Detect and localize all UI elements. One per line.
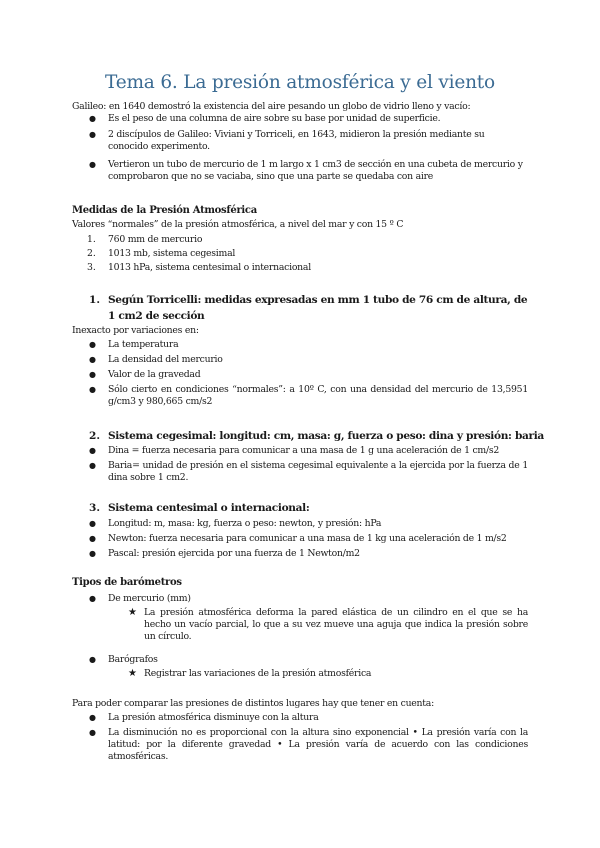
section-heading-medidas: Medidas de la Presión Atmosférica [72,205,257,216]
cegesimal-bullet-1: Dina = fuerza necesaria para comunicar a una masa de 1 g una aceleración de 1 cm/s2 [108,445,500,456]
barometro-mercurio-desc: La presión atmosférica deforma la pared elástica de un cilindro en el que se ha hecho un vacío parcial, lo que a su vez mueve una aguja que indica la presión sobre un círculo. [144,607,528,642]
cegesimal-bullet-2: Baria= unidad de presión en el sistema cegesimal equivalente a la ejercida por la fuerza de 1 dina sobre 1 cm2. [108,460,528,483]
bullet-icon: ● [89,534,96,543]
section-number: 1. [89,294,101,306]
bullet-icon: ● [89,385,96,394]
centesimal-bullet-3: Pascal: presión ejercida por una fuerza de 1 Newton/m2 [108,548,360,559]
medidas-item-1: 760 mm de mercurio [108,234,203,245]
centesimal-bullet-2: Newton: fuerza necesaria para comunicar a una masa de 1 kg una aceleración de 1 m/s2 [108,533,507,544]
intro-bullet-1: Es el peso de una columna de aire sobre su base por unidad de superficie. [108,113,441,124]
star-bullet-icon: ★ [128,668,137,679]
section-number: 3. [89,502,101,514]
medidas-text: Valores “normales” de la presión atmosférica, a nivel del mar y con 15 º C [72,219,404,230]
barometro-item-barografos: Barógrafos [108,654,158,665]
comparar-bullet-1: La presión atmosférica disminuye con la altura [108,712,319,723]
medidas-item-3: 1013 hPa, sistema centesimal o internacional [108,262,311,273]
medidas-item-2: 1013 mb, sistema cegesimal [108,248,236,259]
section-heading-torricelli: Según Torricelli: medidas expresadas en mm 1 tubo de 76 cm de altura, de 1 cm2 de sección [108,294,528,322]
intro-text: Galileo: en 1640 demostró la existencia del aire pesando un globo de vidrio lleno y vacío: [72,101,471,112]
comparar-bullet-2: La disminución no es proporcional con la altura sino exponencial • La presión varía con la latitud: por la diferente gravedad • La presión varía de acuerdo con las condiciones atmosféricas. [108,727,528,762]
intro-bullet-2: 2 discípulos de Galileo: Viviani y Torriceli, en 1643, midieron la presión mediante su conocido experimento. [108,129,485,152]
page-title: Tema 6. La presión atmosférica y el viento [105,72,495,93]
bullet-icon: ● [89,160,96,169]
torricelli-bullet-2: La densidad del mercurio [108,354,223,365]
bullet-icon: ● [89,549,96,558]
barografos-desc: Registrar las variaciones de la presión atmosférica [144,668,372,679]
bullet-icon: ● [89,728,96,737]
barometro-item-mercurio: De mercurio (mm) [108,593,191,604]
torricelli-bullet-1: La temperatura [108,339,179,350]
bullet-icon: ● [89,461,96,470]
list-number: 1. [87,234,96,245]
bullet-icon: ● [89,130,96,139]
torricelli-bullet-3: Valor de la gravedad [108,369,201,380]
centesimal-bullet-1: Longitud: m, masa: kg, fuerza o peso: newton, y presión: hPa [108,518,382,529]
torricelli-text: Inexacto por variaciones en: [72,325,199,336]
torricelli-bullet-4: Sólo cierto en condiciones “normales”: a 10º C, con una densidad del mercurio de 13,5951 g/cm3 y 980,665 cm/s2 [108,384,528,407]
list-number: 3. [87,262,96,273]
bullet-icon: ● [89,594,96,603]
bullet-icon: ● [89,114,96,123]
section-heading-centesimal: Sistema centesimal o internacional: [108,502,310,514]
bullet-icon: ● [89,355,96,364]
star-bullet-icon: ★ [128,607,137,618]
list-number: 2. [87,248,96,259]
bullet-icon: ● [89,713,96,722]
bullet-icon: ● [89,370,96,379]
bullet-icon: ● [89,446,96,455]
bullet-icon: ● [89,655,96,664]
bullet-icon: ● [89,340,96,349]
intro-bullet-3: Vertieron un tubo de mercurio de 1 m largo x 1 cm3 de sección en una cubeta de mercurio y comprobaron que no se vaciaba, sino que una parte se quedaba con aire [108,159,523,182]
section-heading-cegesimal: Sistema cegesimal: longitud: cm, masa: g, fuerza o peso: dina y presión: baria [108,430,544,442]
comparar-text: Para poder comparar las presiones de distintos lugares hay que tener en cuenta: [72,698,434,709]
section-number: 2. [89,430,101,442]
bullet-icon: ● [89,519,96,528]
section-heading-barometros: Tipos de barómetros [72,577,182,588]
